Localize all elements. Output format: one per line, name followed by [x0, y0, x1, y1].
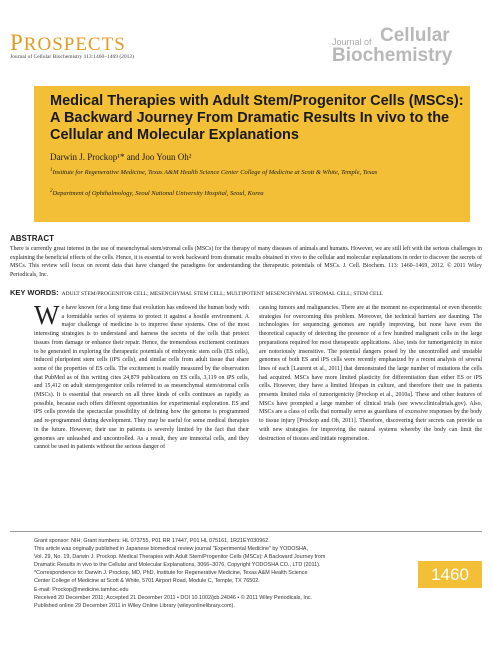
affiliation-2 [50, 188, 466, 199]
body-column-1 [34, 300, 249, 452]
affiliation-text: Department of Ophthalmology, Seoul National University Hospital, Seoul, Korea [52, 190, 264, 198]
footer-notes [34, 537, 412, 610]
body-column-2: causing tumors and malignancies. There are at the moment no experimental or even theoretic strategies for overcoming this problem. Moreover, the technical barriers are daunting. The technologies for sequencing genomes are rapidly improving, but none have even the theoretical capacity of detecting the presence of a few hundred malignant cells in the large preparations required for most therapeutic applications. Also, tests for tumorigenicity in mice are notoriously insensitive. The potential dangers posed by the uncontrolled and unstable genomes of both ES and iPS cells were recently emphasized by a recent analysis of several lines of each [Laurent et al., 2011] that demonstrated the large number of mutations the cells had acquired. MSCs have more limited plasticity for differentiation than either ES or iPS cells. However, they have a limited lifespan in culture, and therefore their use in patients presents limited risks of tumorigenicity [Prockop et al., 2010a]. These and other features of MSCs have prompted a large number of clinical trials (see www.clinicaltrials.gov). Also, MSCs are a class of cells that normally serve as guardians of excessive responses by the body to tissue injury [Prockop and Oh, 2011]. Therefore, discovering their secrets can provide us with new strategies for improving the natural systems whereby the body can limit the destruction of tissues and initiate regeneration. [259, 305, 482, 442]
keywords-label: KEY WORDS: [10, 288, 59, 297]
affiliation-sup: 2 [50, 189, 53, 194]
abstract-heading: ABSTRACT [10, 234, 54, 243]
affiliation-1 [50, 167, 466, 178]
footer-line: Center College of Medicine at Scott & White, 5701 Airport Road, Module C, Temple, TX 76502. [34, 578, 260, 585]
footer-line: Dramatic Results in vivo to the Cellular and Molecular Explanations, 3066–3076, Copyright YODOSHA CO., LTD (2011). [34, 562, 321, 569]
jcb-word-cellular: Cellular [380, 25, 450, 46]
footer-line: Published online 29 December 2011 in Wiley Online Library (wileyonlinelibrary.com). [34, 602, 235, 609]
page-number: 1460 [418, 561, 482, 588]
footer-divider [10, 531, 482, 532]
jcb-word-biochemistry: Biochemistry [332, 45, 453, 66]
journal-citation: Journal of Cellular Biochemistry 113:1460–1469 (2012) [10, 54, 134, 60]
footer-line: Grant sponsor: NIH; Grant numbers: HL 073755, P01 RR 17447, P01 HL 075161, 1R21EY030962. [34, 538, 270, 544]
drop-cap: W [34, 300, 60, 330]
footer-line: This article was originally published in Japanese biomedical review journal "Experimental Medicine" by YODOSHA, [34, 546, 308, 553]
authors: Darwin J. Prockop¹* and Joo Youn Oh² [50, 152, 192, 162]
affiliation-text: Institute for Regenerative Medicine, Texas A&M Health Science Center College of Medicine at Scott & White, Temple, Texas [52, 169, 378, 177]
affiliation-sup: 1 [50, 168, 53, 173]
footer-line: Vol. 29, No. 19, Darwin J. Prockop. Medical Therapies with Adult Stem/Progenitor Cells (MSCs): A Backward Journey from [34, 554, 326, 561]
abstract-text: There is currently great interest in the use of mesenchymal stem/stromal cells (MSCs) for the therapy of many diseases of animals and humans. However, we are still left with the serious challenges in explaining the beneficial effects of the cells. Hence, it is essential to work backward from dramatic results obtained in vivo to the cellular and molecular explanations in order to discover the secrets of MSCs. This review will focus on recent data that have changed the paradigms for understanding the therapeutic potentials of MSCs. J. Cell. Biochem. 113: 1460–1469, 2012. © 2011 Wiley Periodicals, Inc. [10, 246, 482, 278]
jcb-prefix: Journal of [332, 37, 372, 47]
keywords-text: ADULT STEM/PROGENITOR CELL; MESENCHYMAL STEM CELL; MULTIPOTENT MESENCHYMAL STROMAL CELL; STEM CELL [61, 291, 384, 297]
prospects-logo: PROSPECTS [10, 30, 126, 55]
footer-line: Received 20 December 2011; Accepted 21 December 2011 • DOI 10.1002/jcb.24046 • © 2011 Wiley Periodicals, Inc. [34, 594, 313, 601]
body-text-col1: e have known for a long time that evolution has endowed the human body with a formidable series of systems to protect it against a hostile environment. A major challenge of medicine is to improve these systems. One of the most interesting strategies is to understand and harness the secrets of the cells that protect tissues from damage or enhance their repair. Hence, the tremendous excitement continues to be generated in exploring the therapeutic potentials of embryonic stem cells (ES cells), induced pluripotent stem cells (iPS cells), and similar cells from adult tissue that share some of the properties of ES cells. The excitement is readily measured by the observation that PubMed as of this writing cites 24,879 publications on ES cells, 3,119 on iPS cells, and 15,412 on adult stem/progenitor cells referred to as mesenchymal stem/stromal cells (MSCs). It is essential that research on all three kinds of cells continues as rapidly as possible, because each offers different opportunities for experimental exploration. ES and iPS cells provide the spectacular possibility of defining how the genome is programmed and re-programmed during development. They may be useful for some medical therapies in the future. However, their use in patients is severely limited by the fact that their genomes are unleashed and uncontrolled. As a result, they are immortal cells, and they cannot be used in patients without the serious danger of [34, 305, 249, 451]
keywords [10, 288, 482, 297]
article-title: Medical Therapies with Adult Stem/Progenitor Cells (MSCs): A Backward Journey From Dramatic Results In vivo to the Cellular and Molecular Explanations [50, 93, 464, 143]
footer-line: *Correspondence to: Darwin J. Prockop, MD, PhD, Institute for Regenerative Medicine, Texas A&M Health Science [34, 570, 308, 577]
footer-line: E-mail: Prockop@medicine.tamhsc.edu [34, 586, 129, 593]
